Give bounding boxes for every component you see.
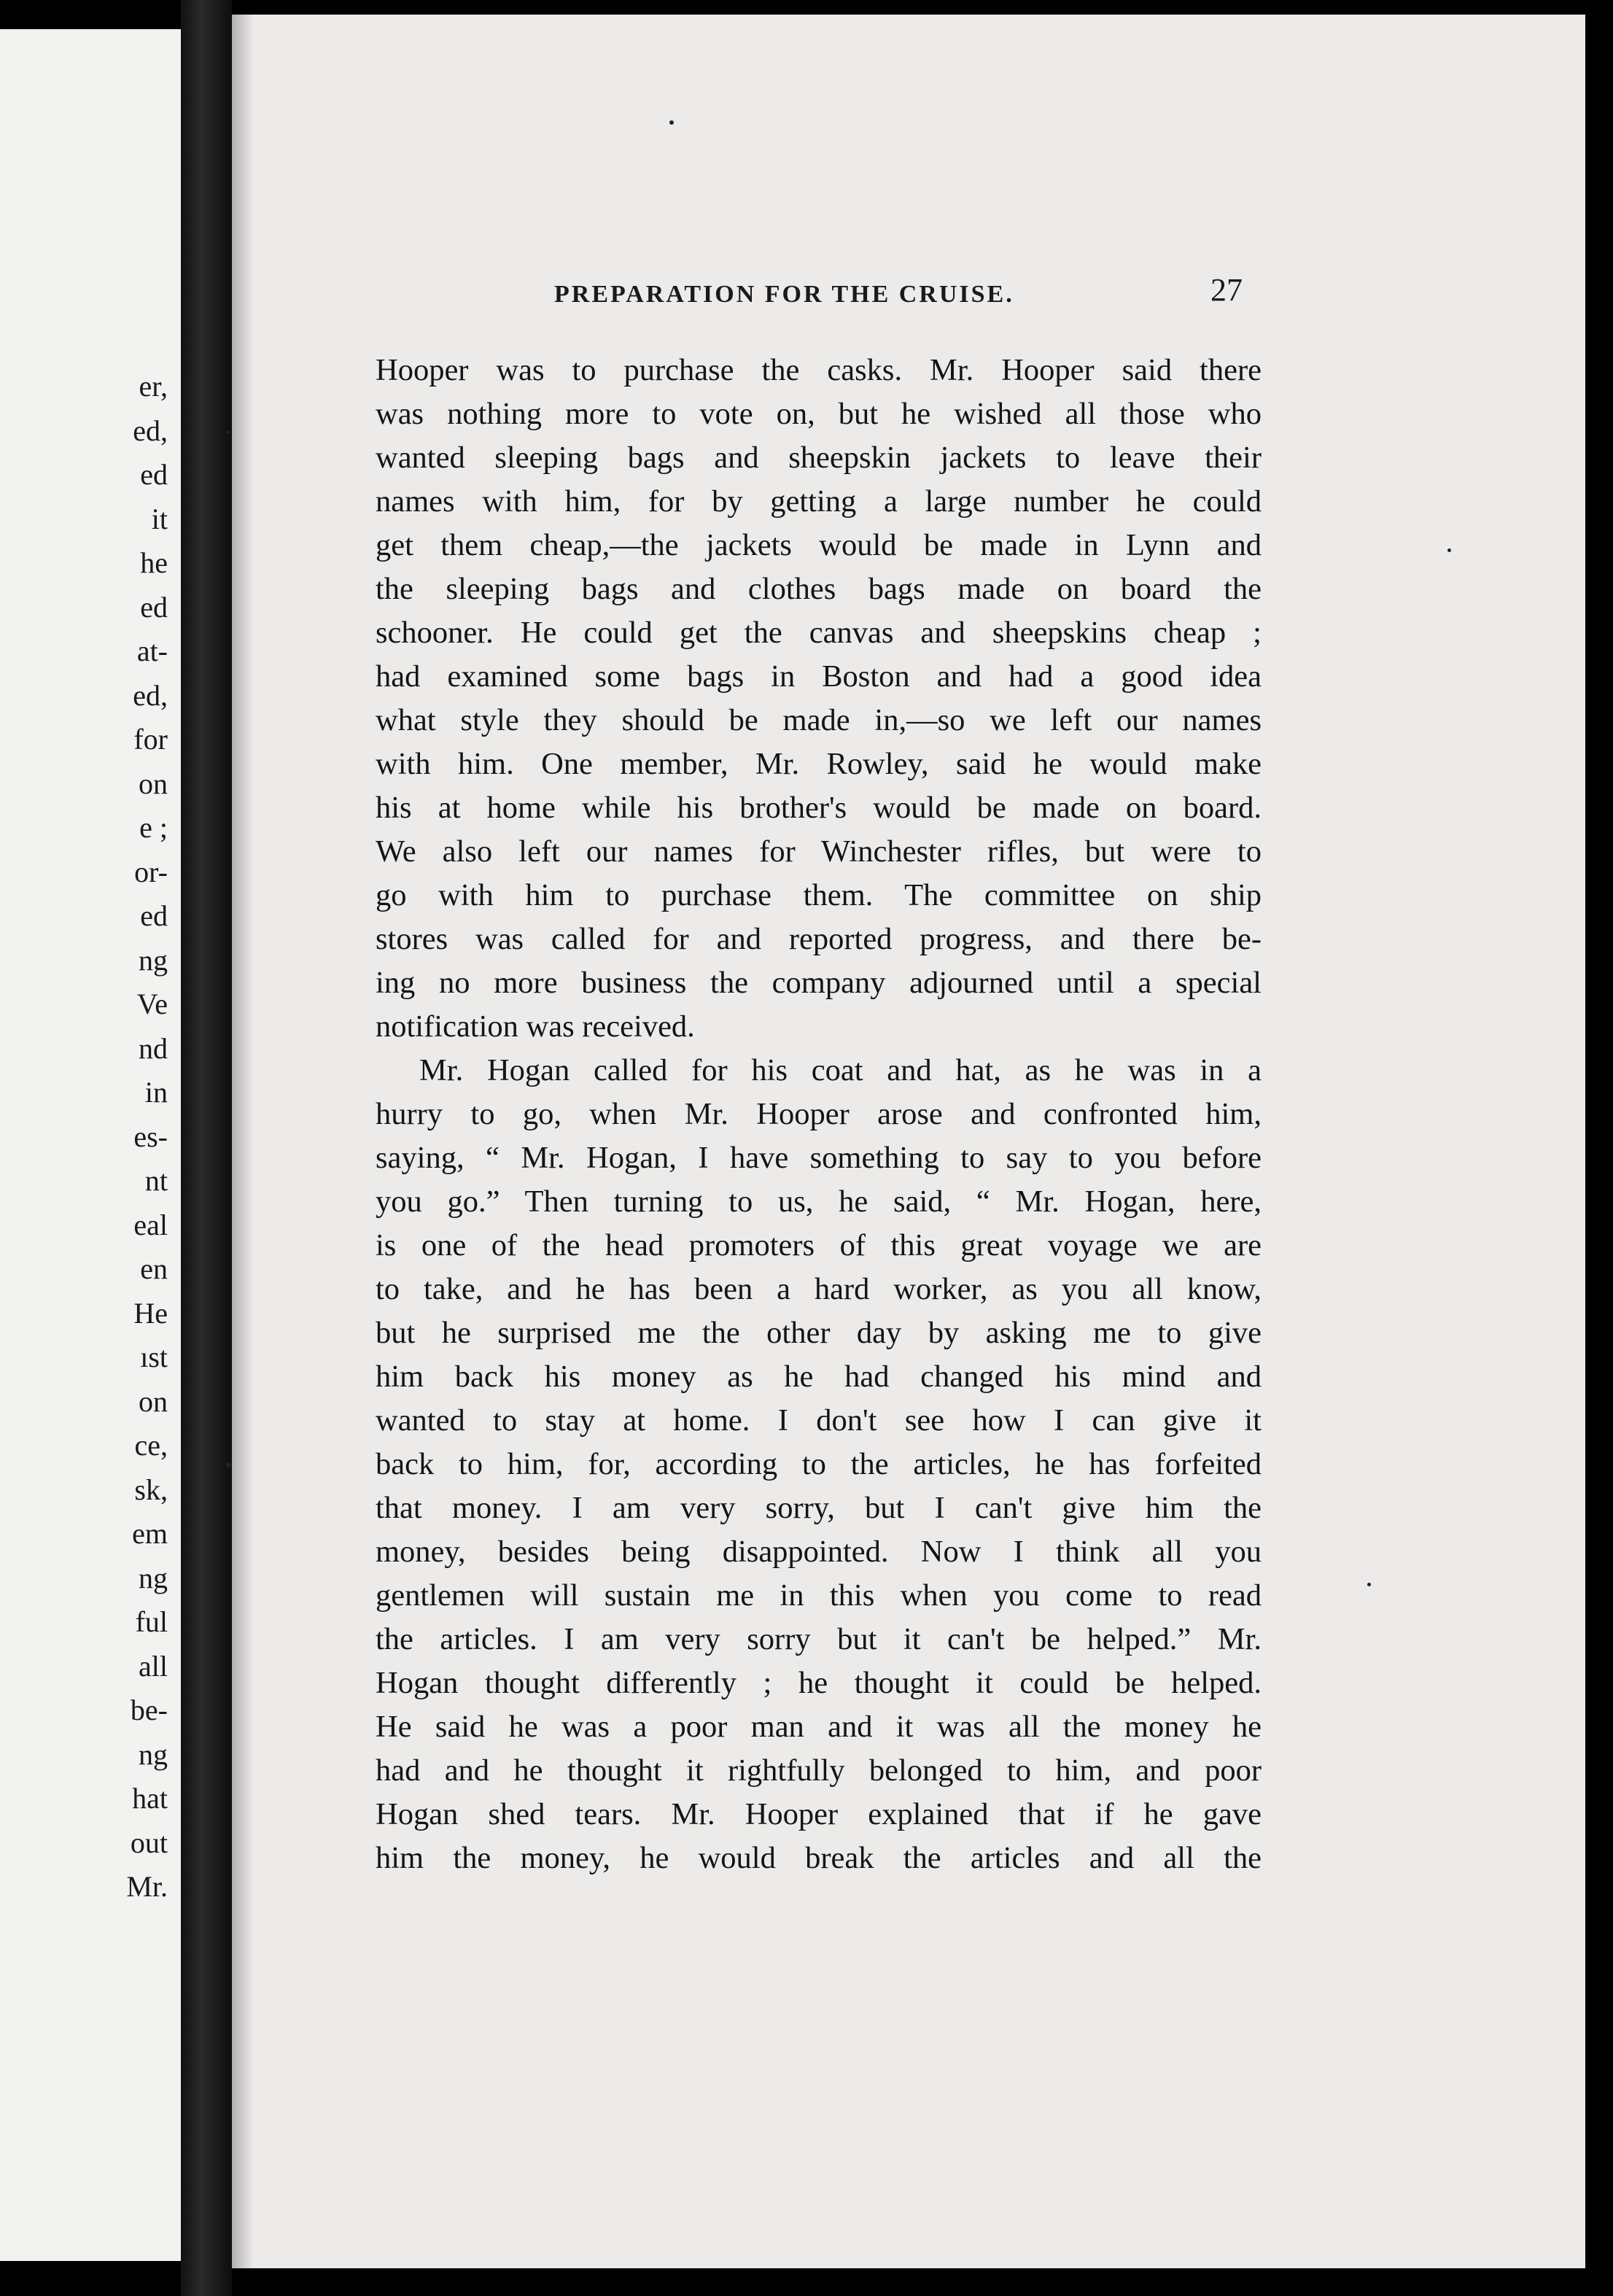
left-fragment: on (139, 1384, 168, 1418)
text-line: schooner. He could get the canvas and sheepskins cheap ; (376, 616, 1262, 650)
left-page-text-fragments (0, 365, 168, 1909)
book-gutter (181, 0, 232, 2296)
left-fragment: ng (139, 1561, 168, 1594)
page-curl-shadow (232, 15, 254, 2268)
text-line: that money. I am very sorry, but I can't give him the (376, 1491, 1262, 1525)
text-line: what style they should be made in,—so we left our names (376, 703, 1262, 737)
left-fragment: ed (140, 458, 168, 491)
text-line: He said he was a poor man and it was all the money he (376, 1710, 1262, 1744)
left-fragment: ful (135, 1605, 168, 1638)
text-line: notification was received. (376, 1009, 695, 1044)
left-fragment: or- (134, 855, 168, 888)
text-line: money, besides being disappointed. Now I think all you (376, 1535, 1262, 1569)
print-speck (1447, 548, 1451, 552)
text-line: go with him to purchase them. The committee on ship (376, 878, 1262, 912)
text-line: saying, “ Mr. Hogan, I have something to say to you before (376, 1141, 1262, 1175)
page-body-text (376, 349, 1262, 1880)
left-fragment: en (140, 1252, 168, 1285)
left-fragment: out (130, 1826, 168, 1859)
left-fragment: em (132, 1517, 168, 1550)
left-fragment: nt (144, 1164, 168, 1197)
left-fragment: e ; (139, 811, 168, 844)
left-fragment: ng (139, 943, 168, 977)
text-line: hurry to go, when Mr. Hooper arose and confronted him, (376, 1097, 1262, 1131)
left-fragment: be- (130, 1694, 168, 1726)
left-fragment: for (133, 723, 168, 756)
text-line: wanted sleeping bags and sheepskin jackets to leave their (376, 441, 1262, 475)
left-fragment: hat (132, 1782, 168, 1815)
text-line: him back his money as he had changed his mind and (376, 1360, 1262, 1394)
left-fragment: on (139, 767, 168, 800)
text-line: names with him, for by getting a large number he could (376, 484, 1262, 519)
left-fragment: sk, (134, 1473, 168, 1506)
print-speck (1367, 1583, 1371, 1586)
left-fragment: es- (133, 1120, 168, 1153)
text-line: Hogan shed tears. Mr. Hooper explained that if he gave (376, 1797, 1262, 1831)
left-fragment: He (133, 1296, 168, 1330)
text-line: Hooper was to purchase the casks. Mr. Hooper said there (376, 353, 1262, 387)
text-line: the articles. I am very sorry but it can't be helped.” Mr. (376, 1622, 1262, 1656)
left-fragment: ed (140, 590, 168, 624)
text-line: get them cheap,—the jackets would be made in Lynn and (376, 528, 1262, 562)
left-fragment: er, (139, 370, 168, 403)
print-speck (669, 120, 674, 125)
left-fragment: ed (140, 899, 168, 932)
text-line: gentlemen will sustain me in this when you come to read (376, 1578, 1262, 1613)
page-number: 27 (1210, 272, 1243, 308)
left-fragment: he (140, 546, 168, 579)
left-fragment: ng (139, 1737, 168, 1771)
text-line: but he surprised me the other day by asking me to give (376, 1316, 1262, 1350)
text-line: you go.” Then turning to us, he said, “ Mr. Hogan, here, (376, 1184, 1262, 1219)
text-line: his at home while his brother's would be made on board. (376, 791, 1262, 825)
left-fragment: in (144, 1076, 168, 1109)
text-line: the sleeping bags and clothes bags made on board the (376, 572, 1262, 606)
text-line: ing no more business the company adjourned until a special (376, 966, 1262, 1000)
text-line: is one of the head promoters of this great voyage we are (376, 1228, 1262, 1263)
text-line: We also left our names for Winchester rifles, but were to (376, 834, 1262, 869)
left-fragment: it (151, 502, 168, 535)
left-fragment: at- (136, 635, 168, 667)
text-line: had examined some bags in Boston and had a good idea (376, 659, 1262, 694)
text-line: was nothing more to vote on, but he wished all those who (376, 397, 1262, 431)
left-fragment: eal (133, 1208, 168, 1241)
text-line: back to him, for, according to the articles, he has forfeited (376, 1447, 1262, 1481)
text-line: had and he thought it rightfully belonged to him, and poor (376, 1753, 1262, 1788)
left-fragment: ed, (133, 678, 168, 712)
text-line: wanted to stay at home. I don't see how I can give it (376, 1403, 1262, 1438)
text-line: Mr. Hogan called for his coat and hat, as he was in a (419, 1053, 1262, 1087)
left-fragment: Ve (136, 988, 168, 1020)
left-fragment: Mr. (126, 1870, 168, 1903)
text-line: Hogan thought differently ; he thought it could be helped. (376, 1666, 1262, 1700)
text-line: stores was called for and reported progress, and there be- (376, 922, 1262, 956)
text-line: to take, and he has been a hard worker, as you all know, (376, 1272, 1262, 1306)
print-speck (226, 430, 230, 434)
text-line: him the money, he would break the articles and all the (376, 1841, 1262, 1875)
left-fragment: nd (139, 1031, 168, 1065)
left-fragment: all (139, 1649, 168, 1683)
print-speck (226, 1462, 231, 1467)
left-fragment: ce, (134, 1429, 168, 1462)
left-page (0, 29, 181, 2261)
text-line: with him. One member, Mr. Rowley, said he would make (376, 747, 1262, 781)
left-fragment: ıst (140, 1341, 168, 1373)
left-fragment: ed, (133, 414, 168, 447)
running-head: PREPARATION FOR THE CRUISE. (554, 281, 1014, 308)
